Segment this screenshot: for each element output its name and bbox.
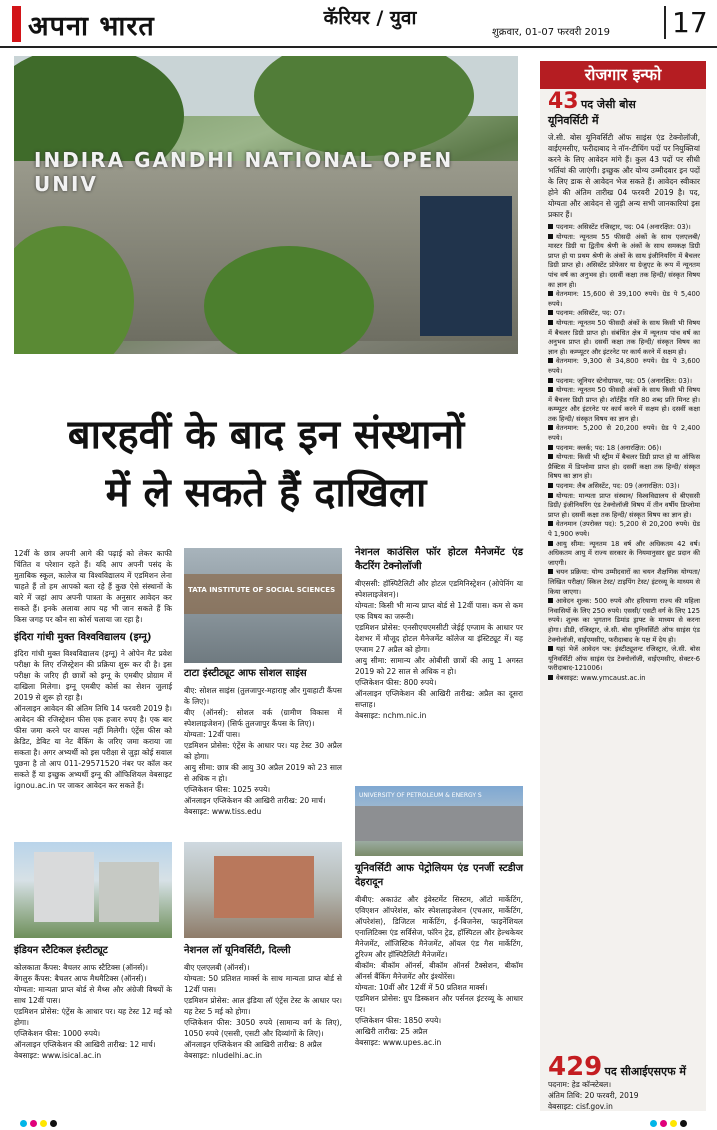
bullet-icon (548, 521, 553, 526)
nchm-line: एप्लिकेशन फीस: 800 रुपये। (355, 678, 437, 687)
isi-line: कोलकाता कैंपस: बैचलर आफ स्टैटिक्स (ऑनर्स)। (14, 963, 149, 972)
job1-item: वेतनमान: 5,200 से 20,200 रुपये। ग्रेड पे 2,400 रुपये। (548, 424, 700, 443)
bullet-icon (548, 378, 553, 383)
bullet-icon (548, 493, 553, 498)
upes-website: वेबसाइट: www.upes.ac.in (355, 1038, 442, 1047)
job1-item: वेतनमान (उपरोक्त पद): 5,200 से 20,200 रुपये। ग्रेड पे 1,900 रुपये। (548, 520, 700, 538)
bullet-icon (548, 425, 553, 430)
nchm-line: एडमिशन प्रोसेस: एनसीएचएमसीटी जेईई एग्जाम के आधार पर देशभर में मौजूद होटल मैनेजमेंट कॉलेज या इंस्टिट्यूट में। यह एग्जाम 27 अप्रैल को होगा। (355, 623, 523, 654)
ignou-title: इंदिरा गांधी मुक्त विश्वविद्यालय (इग्नू) (14, 632, 152, 643)
bullet-icon (548, 358, 553, 363)
registration-dot (660, 1120, 667, 1127)
bullet-icon (548, 569, 553, 574)
bullet-icon (548, 675, 553, 680)
isi-line: एडमिशन प्रोसेस: एंट्रेंस के आधार पर। यह टेस्ट 12 मई को होगा। (14, 1007, 172, 1027)
sidebar-title: रोजगार इन्फो (540, 61, 706, 89)
upes-photo-text: UNIVERSITY OF PETROLEUM & ENERGY S (359, 792, 482, 799)
registration-dot (680, 1120, 687, 1127)
masthead: अपना भारत (28, 11, 155, 42)
nlu-line: योग्यता: 50 प्रतिशत मार्क्स के साथ मान्यता प्राप्त बोर्ड से 12वीं पास। (184, 974, 342, 994)
job1-item: वेतनमान: 15,600 से 39,100 रुपये। ग्रेड पे 5,400 रुपये। (548, 290, 700, 308)
bullet-icon (548, 454, 553, 459)
nchm-line: ऑनलाइन एप्लिकेशन की आखिरी तारीख: अप्रैल का दूसरा सप्ताह। (355, 689, 523, 709)
job1-item: पदनाम: लैब असिस्टेंट, पद: 09 (अनारक्षित: 03)। (548, 482, 700, 492)
job2-heading: पद सीआईएसएफ में (604, 1065, 687, 1078)
job1-item: वेतनमान: 9,300 से 34,800 रुपये। ग्रेड पे 3,600 रुपये। (548, 357, 700, 375)
job1-item: वेबसाइट: www.ymcaust.ac.in (548, 674, 700, 684)
job1-list (548, 223, 700, 684)
bullet-icon (548, 224, 553, 229)
job1-item: पदनाम: असिस्टेंट रजिस्ट्रार, पद: 04 (अनारक्षित: 03)। (548, 223, 700, 233)
nlu-column (184, 944, 342, 1061)
nlu-website: वेबसाइट: nludelhi.ac.in (184, 1051, 263, 1060)
job1-item: पदनाम: जूनियर स्टेनोग्राफर, पद: 05 (अनारक्षित: 03)। (548, 377, 700, 387)
bullet-icon (548, 387, 553, 392)
job1-item: योग्यता: न्यूनतम 50 फीसदी अंकों के साथ किसी भी विषय में बैचलर डिग्री प्राप्त हो। शॉर्टहैंड गति 80 शब्द प्रति मिनट हो। कम्प्यूटर और इंटरनेट पर कार्य करने में सक्षम हो। दसवीं कक्षा तक हिन्दी/ संस्कृत विषय का ज्ञान हो। (548, 386, 700, 423)
tiss-photo (184, 548, 342, 663)
nchm-line: बीएससी: हॉस्पिटैलिटी और होटल एडमिनिस्ट्रेशन (ओपेनिंग या स्पेशलाइजेशन)। (355, 579, 523, 599)
job1-item: चयन प्रक्रिया: योग्य उम्मीदवारों का चयन शैक्षणिक योग्यता/ लिखित परीक्षा/ स्किल टेस्ट/ टाइपिंग टेस्ट/ इंटरव्यू के माध्यम से किया जाएगा। (548, 568, 700, 596)
job1-item: यहां भेजें आवेदन पत्र: इंस्टीट्यूशन्ट रजिस्ट्रार, जे.सी. बोस यूनिवर्सिटी ऑफ साइंस एंड टेक्नोलॉजी, वाईएमसीए, सेक्टर-6 फरीदाबाद-121006। (548, 645, 700, 673)
headline-line-2: में ले सकते हैं दाखिला (105, 469, 427, 516)
nlu-title: नेशनल लॉ यूनिवर्सिटी, दिल्ली (184, 945, 291, 956)
registration-dot (40, 1120, 47, 1127)
tiss-line: बीए: सोशल साइंस (तुलजापुर-महाराष्ट्र और गुवाहाटी कैंपस के लिए)। (184, 686, 342, 706)
upes-photo (355, 786, 523, 856)
job1-item: योग्यता: मान्यता प्राप्त संस्थान/ विश्वविद्यालय से बीएससी डिग्री/ इंजीनियरिंग एंड टेक्नोलॉजी विषय में तीन वर्षीय डिप्लोमा प्राप्त हो। दसवीं कक्षा तक हिन्दी/ संस्कृत विषय का ज्ञान हो। (548, 491, 700, 519)
ignou-campus-photo (14, 56, 518, 354)
job1-number: 43 (548, 89, 579, 114)
isi-column (14, 944, 172, 1061)
job1-item: पदनाम: क्लर्क; पद: 18 (अनारक्षित: 06)। (548, 444, 700, 454)
ignou-column (14, 548, 172, 791)
nchm-line: योग्यता: किसी भी मान्य प्राप्त बोर्ड से 12वीं पास। कम से कम एक विषय का जरूरी। (355, 601, 523, 621)
nchm-line: आयु सीमा: सामान्य और ओबीसी छात्रों की आयु 1 अगस्त 2019 को 22 साल से अधिक न हो। (355, 656, 523, 676)
ignou-body-2: ऑनलाइन आवेदन की अंतिम तिथि 14 फरवरी 2019 है। आवेदन की रजिस्ट्रेशन फीस एक हजार रुपए है। एक बार फीस जमा करने पर वापस नहीं मिलेगी। एंट्रेंस फीस को क्रेडिट, डेबिट या नेट बैंकिंग के जरिए जमा कराया जा सकता है। अगर अभ्यर्थी को इस परीक्षा से जुड़ा कोई सवाल पूछना है तो आप 011-29571520 नंबर पर कॉल कर सकते हैं या इच्छुक अभ्यर्थी इग्नू की ऑफिशियल वेबसाइट ignou.ac.in पर जाकर आवेदन कर सकते हैं। (14, 704, 172, 790)
isi-line: योग्यता: मान्यता प्राप्त बोर्ड से मैथ्स और अंग्रेजी विषयों के साथ 12वीं पास। (14, 985, 172, 1005)
registration-dot (650, 1120, 657, 1127)
upes-line: एडमिशन प्रोसेस: ग्रुप डिस्कशन और पर्सनल इंटरव्यू के आधार पर। (355, 994, 523, 1014)
nlu-line: एप्लिकेशन फीस: 3050 रुपये (सामान्य वर्ग के लिए), 1050 रुपये (एससी, एसटी और दिव्यांगों के लिए)। (184, 1018, 342, 1038)
registration-dot (670, 1120, 677, 1127)
job1-block (548, 89, 700, 684)
isi-website: वेबसाइट: www.isical.ac.in (14, 1051, 102, 1060)
upes-line: बीबीए: अकाउंट और इंवेस्टमेंट सिस्टम, ऑटो मार्केटिंग, एविएशन ऑपरेशंस, कोर स्पेशलाइजेशन (एचआर, मार्केटिंग, ऑपरेशंस), डिजिटल मार्केटिंग, ई-बिजनेस, फाइनेंशियल एनालिटिक्स एंड सर्विसेज, फॉरेन ट्रेड, हॉस्पिटल और हेल्थकेयर मैनेजमेंट, लॉजिस्टिक मैनेजमेंट, ऑयल एंड गैस मार्केटिंग, टूरिज्म और हॉस्पिटैलिटी मैनेजमेंट। (355, 895, 523, 959)
color-registration-strip (0, 1118, 717, 1130)
ignou-body: इंदिरा गांधी मुक्त विश्वविद्यालय (इग्नू) ने ओपेन मैट प्रवेश परीक्षा के लिए रजिस्ट्रेशन की प्रक्रिया शुरू कर दी है। इस परीक्षा के जरिए ही छात्रों को इग्नू के एमबीए प्रोग्राम में दाखिला मिलेगा। इग्नू एमबीए कोर्स का सेशन जुलाई 2019 से शुरू हो रहा है। (14, 649, 172, 702)
upes-title: यूनिवर्सिटी आफ पेट्रोलियम एंड एनर्जी स्टडीज देहरादून (355, 863, 523, 888)
isi-photo (14, 842, 172, 938)
job1-intro: जे.सी. बोस यूनिवर्सिटी ऑफ साइंस एंड टेक्नोलॉजी, वाईएमसीए, फरीदाबाद ने नॉन-टीचिंग पदों पर नियुक्तियां करने के लिए आवेदन मांगे हैं। कुल 43 पदों पर सीधी भर्तियां की जाएंगी। इच्छुक और योग्य उम्मीदवार इन पदों के लिए डाक से आवेदन भेज सकते हैं। आवेदन स्वीकार होने की अंतिम तारीख 04 फरवरी 2019 है। पद, योग्यता और आवेदन से जुड़ी अन्य सभी जानकारियां इस प्रकार हैं। (548, 133, 700, 219)
job1-item: योग्यता: न्यूनतम 55 फीसदी अंकों के साथ एलएलबी/ मास्टर डिग्री या द्वितीय श्रेणी के अंकों के साथ समकक्ष डिग्री प्राप्त हो या प्रथम श्रेणी के अंकों के साथ इंजीनियरिंग में बैचलर डिग्री प्राप्त हो। असिस्टेंट प्रोफेसर या ग्रेजुएट के रूप में न्यूनतम पांच वर्ष का अनुभव हो। दसवीं कक्षा तक हिन्दी/ संस्कृत विषय का ज्ञान हो। (548, 232, 700, 289)
tiss-line: आयु सीमा: छात्र की आयु 30 अप्रैल 2019 को 23 साल से अधिक न हो। (184, 763, 342, 783)
nlu-photo (184, 842, 342, 938)
job2-number: 429 (548, 1052, 603, 1082)
bullet-icon (548, 320, 553, 325)
page-header (0, 0, 717, 48)
job2-item: पदनाम: हेड कॉन्स्टेबल। (548, 1080, 612, 1089)
registration-dot (30, 1120, 37, 1127)
job1-item: योग्यता: किसी भी स्ट्रीम में बैचलर डिग्री प्राप्त हो या ऑफिस प्रैक्टिस में डिप्लोमा प्राप्त हो। दसवीं कक्षा तक हिन्दी/ संस्कृत विषय का ज्ञान हो। (548, 453, 700, 481)
upes-line: बीकॉम: बीकॉम ऑनर्स, बीकॉम ऑनर्स टैक्सेशन, बीकॉम ऑनर्स बैंकिंग मैनेजमेंट और इंश्योरेंस। (355, 961, 523, 981)
isi-line: ऑनलाइन एप्लिकेशन की आखिरी तारीख: 12 मार्च। (14, 1040, 156, 1049)
nchm-title: नेशनल काउंसिल फॉर होटल मैनेजमेंट एंड कैटरिंग टेक्नोलॉजी (355, 547, 523, 572)
bullet-icon (548, 291, 553, 296)
nlu-line: एडमिशन प्रोसेस: आल इंडिया लॉ एंट्रेंस टेस्ट के आधार पर। यह टेस्ट 5 मई को होगा। (184, 996, 342, 1016)
section-title: कॅरियर / युवा (323, 7, 417, 29)
job1-item: योग्यता: न्यूनतम 50 फीसदी अंकों के साथ किसी भी विषय में बैचलर डिग्री प्राप्त हो। संबंधित क्षेत्र में न्यूनतम पांच वर्ष का अनुभव प्राप्त हो। दसवीं कक्षा तक हिन्दी/ संस्कृत विषय का ज्ञान हो। कम्प्यूटर और इंटरनेट पर कार्य करने में सक्षम हो। (548, 318, 700, 356)
upes-line: एप्लिकेशन फीस: 1850 रुपये। (355, 1016, 442, 1025)
tiss-title: टाटा इंस्टीट्यूट आफ सोशल साइंस (184, 668, 307, 679)
tiss-line: ऑनलाइन एप्लिकेशन की आखिरी तारीख: 20 मार्च। (184, 796, 326, 805)
tiss-column (184, 667, 342, 817)
job2-item: अंतिम तिथि: 20 फरवरी, 2019 (548, 1091, 639, 1100)
page-number: 17 (664, 6, 708, 39)
upes-line: आखिरी तारीख: 25 अप्रैल (355, 1027, 428, 1036)
upes-line: योग्यता: 10वीं और 12वीं में 50 प्रतिशत मार्क्स। (355, 983, 488, 992)
bullet-icon (548, 541, 553, 546)
nchm-column (355, 546, 523, 721)
tiss-line: एडमिशन प्रोसेस: एंट्रेंस के आधार पर। यह टेस्ट 30 अप्रैल को होगा। (184, 741, 342, 761)
nlu-line: ऑनलाइन एप्लिकेशन की आखिरी तारीख: 8 अप्रैल (184, 1040, 322, 1049)
registration-dot (20, 1120, 27, 1127)
job1-item: आवेदन शुल्क: 500 रुपये और हरियाणा राज्य की महिला निवासियों के लिए 250 रुपये। एससी/ एसटी वर्ग के लिए 125 रुपये। शुल्क का भुगतान डिमांड ड्राफ्ट के माध्यम से करना होगा। डीडी, रजिस्ट्रार, जे.सी. बोस यूनिवर्सिटी ऑफ साइंस एंड टेक्नोलॉजी, वाईएमसीए, फरीदाबाद के पक्ष में देय हो। (548, 597, 700, 644)
upes-column (355, 862, 523, 1048)
job2-block (548, 1052, 700, 1112)
isi-title: इंडियन स्टैटिकल इंस्टीट्यूट (14, 945, 108, 956)
isi-line: बेंगलुरु कैंपस: बैचलर आफ मैथमैटिक्स (ऑनर्स)। (14, 974, 147, 983)
tiss-website: वेबसाइट: www.tiss.edu (184, 807, 262, 816)
registration-dot (50, 1120, 57, 1127)
job1-heading-2: यूनिवर्सिटी में (548, 114, 599, 127)
headline-line-1: बारहवीं के बाद इन संस्थानों (67, 411, 465, 458)
bullet-icon (548, 646, 553, 651)
nlu-line: बीए एलएलबी (ऑनर्स)। (184, 963, 250, 972)
bullet-icon (548, 234, 553, 239)
isi-line: एप्लिकेशन फीस: 1000 रुपये। (14, 1029, 101, 1038)
tiss-photo-text: TATA INSTITUTE OF SOCIAL SCIENCES (188, 586, 336, 594)
job2-website: वेबसाइट: cisf.gov.in (548, 1102, 613, 1111)
tiss-line: बीए (ऑनर्स): सोशल वर्क (ग्रामीण विकास में स्पेशलाइजेशन) (सिर्फ तुलजापुर कैंपस के लिए)। (184, 708, 342, 728)
bullet-icon (548, 598, 553, 603)
job1-heading: पद जेसी बोस (581, 98, 636, 111)
headline (14, 406, 518, 522)
intro-text: 12वीं के छात्र अपनी आगे की पढ़ाई को लेकर काफी चिंतित व परेशान रहते हैं। यदि आप अपनी पसंद के मुताबिक स्कूल, कालेज या विश्वविद्यालय में एडमिशन लेना चाहते हैं तो हम आपको बता रहे हैं कुछ ऐसे संस्थानों के बारे में जहां आप अपनी पात्रता के अनुसार आवेदन कर सकते हैं। इनके अलावा आप यह भी जान सकते हैं कि किस जगह पर कौन सा कोर्स चलाया जा रहा है। (14, 549, 172, 624)
nchm-website: वेबसाइट: nchm.nic.in (355, 711, 427, 720)
tiss-line: एप्लिकेशन फीस: 1025 रुपये। (184, 785, 271, 794)
campus-board (420, 196, 512, 336)
bullet-icon (548, 445, 553, 450)
bullet-icon (548, 310, 553, 315)
ignou-sign: INDIRA GANDHI NATIONAL OPEN UNIV (34, 148, 454, 196)
bullet-icon (548, 483, 553, 488)
job1-item: पदनाम: असिस्टेंट, पद: 07। (548, 309, 700, 319)
tiss-line: योग्यता: 12वीं पास। (184, 730, 241, 739)
job1-item: आयु सीमा: न्यूनतम 18 वर्ष और अधिकतम 42 वर्ष। अधिकतम आयु में राज्य सरकार के नियमानुसार छूट प्रदान की जाएगी। (548, 539, 700, 567)
dateline: शुक्रवार, 01-07 फरवरी 2019 (492, 27, 610, 38)
